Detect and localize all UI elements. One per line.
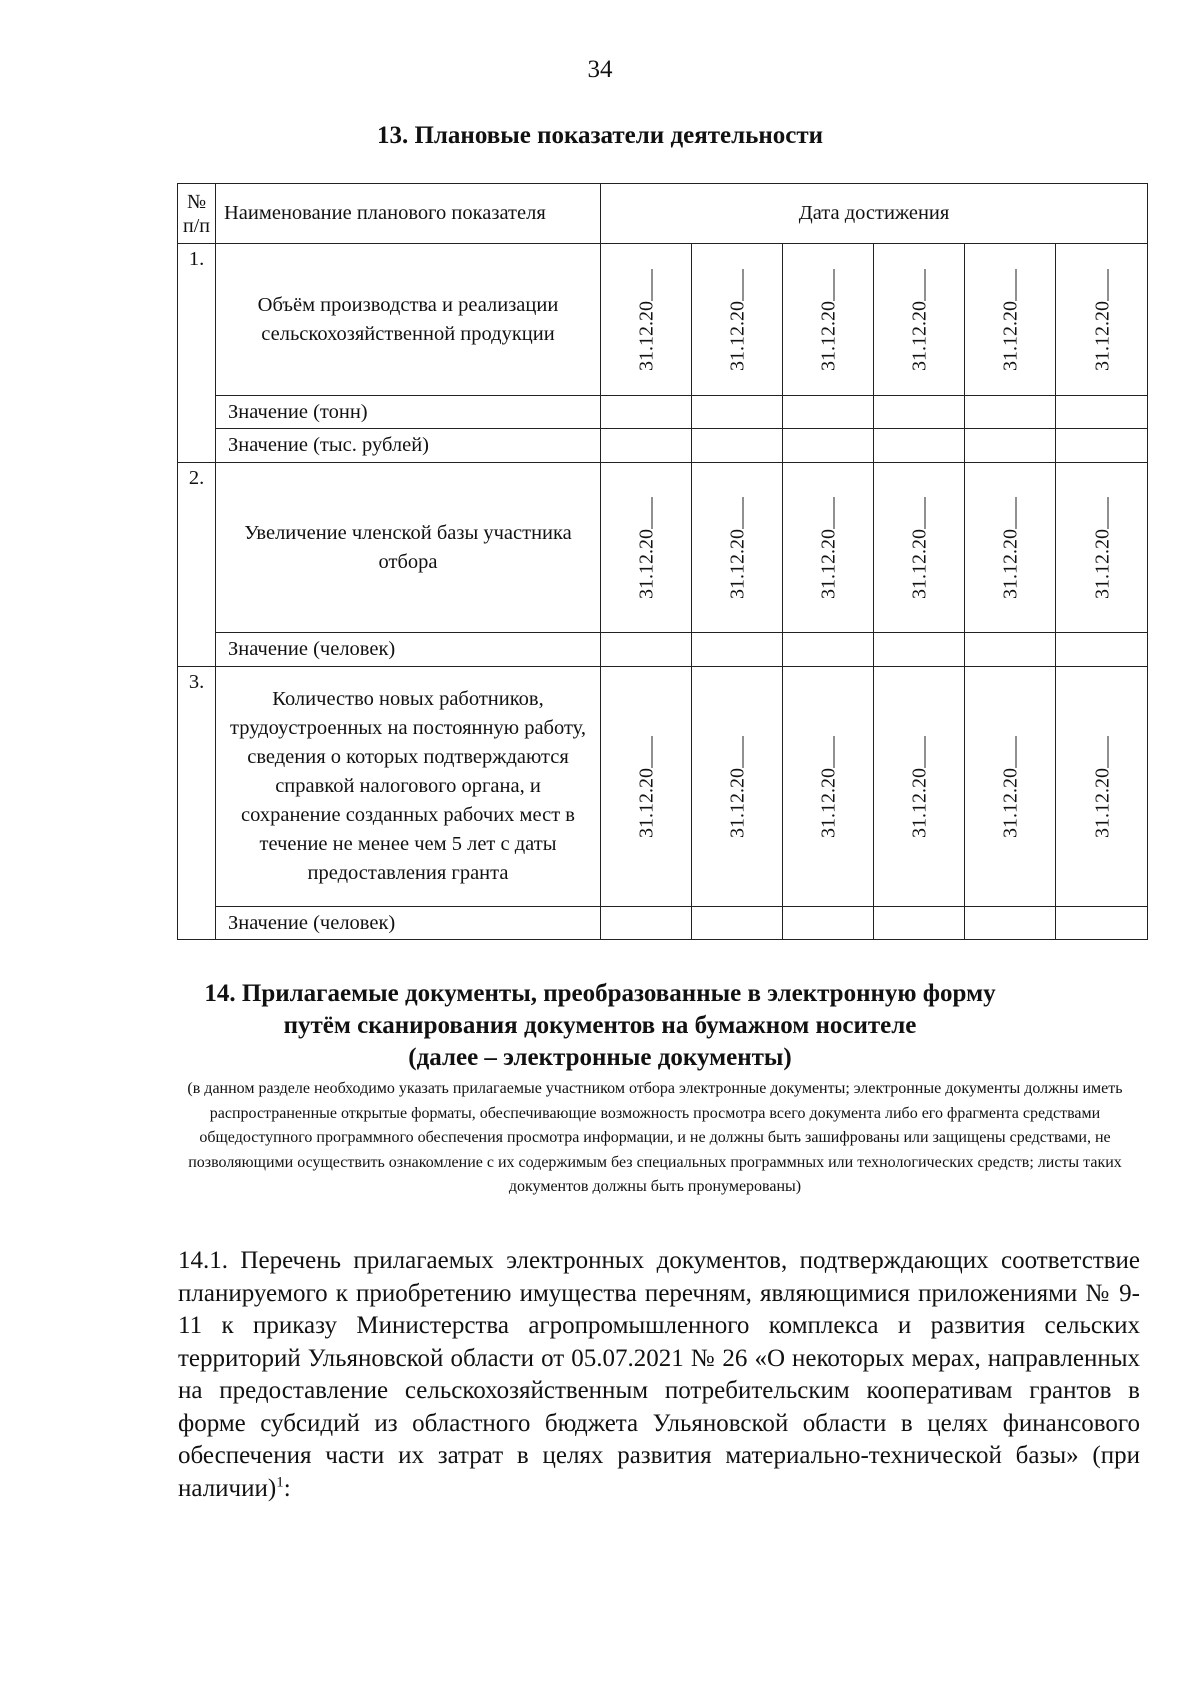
indicator-name: Количество новых работников, трудоустроенных на постоянную работу, сведения о которых подтверждаются справкой налогового органа, и сохранение созданных рабочих мест в течение не менее чем 5 лет с даты предоставления гранта — [216, 667, 601, 907]
value-cell — [1056, 396, 1148, 429]
date-cell — [1056, 244, 1148, 396]
section-14-title-line-3: (далее – электронные документы) — [408, 1044, 792, 1071]
date-label: 31.12.20 — [1091, 767, 1114, 838]
section-13-title: 13. Плановые показатели деятельности — [376, 122, 824, 149]
date-label: 31.12.20 — [999, 528, 1022, 599]
value-cell — [601, 429, 692, 463]
value-label: Значение (тонн) — [216, 396, 601, 429]
date-label: 31.12.20 — [635, 767, 658, 838]
value-cell — [783, 429, 874, 463]
indicator-row-3 — [178, 667, 1148, 907]
value-label: Значение (тыс. рублей) — [216, 429, 601, 463]
date-label: 31.12.20 — [908, 767, 931, 838]
date-blank — [725, 497, 744, 529]
value-label: Значение (человек) — [216, 907, 601, 940]
date-cell — [692, 667, 783, 907]
date-cell — [874, 667, 965, 907]
value-cell — [874, 907, 965, 940]
header-date: Дата достижения — [601, 184, 1148, 244]
value-cell — [1056, 429, 1148, 463]
paragraph-14-1-end: : — [283, 1474, 291, 1502]
date-cell — [874, 244, 965, 396]
date-label: 31.12.20 — [1091, 300, 1114, 371]
date-blank — [907, 269, 926, 301]
indicator-row-2 — [178, 463, 1148, 633]
date-label: 31.12.20 — [726, 300, 749, 371]
date-cell — [601, 463, 692, 633]
date-cell — [874, 463, 965, 633]
value-cell — [601, 907, 692, 940]
header-num: № п/п — [178, 184, 216, 244]
value-label: Значение (человек) — [216, 633, 601, 667]
date-blank — [907, 736, 926, 768]
date-label: 31.12.20 — [999, 767, 1022, 838]
date-cell — [692, 463, 783, 633]
indicator-name: Объём производства и реализации сельскохозяйственной продукции — [216, 244, 601, 396]
value-cell — [692, 633, 783, 667]
date-cell — [965, 463, 1056, 633]
date-label: 31.12.20 — [726, 528, 749, 599]
value-cell — [601, 633, 692, 667]
planned-indicators-table — [177, 183, 1148, 940]
row-num: 3. — [178, 667, 216, 940]
date-label: 31.12.20 — [999, 300, 1022, 371]
indicator-row-1 — [178, 244, 1148, 396]
section-14-title — [0, 978, 1200, 1074]
date-label: 31.12.20 — [908, 300, 931, 371]
date-blank — [816, 736, 835, 768]
date-label: 31.12.20 — [817, 300, 840, 371]
date-blank — [1089, 497, 1108, 529]
date-cell — [1056, 463, 1148, 633]
value-row — [178, 429, 1148, 463]
date-cell — [692, 244, 783, 396]
indicator-name: Увеличение членской базы участника отбора — [216, 463, 601, 633]
date-label: 31.12.20 — [635, 528, 658, 599]
date-blank — [634, 736, 653, 768]
section-14-note: (в данном разделе необходимо указать прилагаемые участником отбора электронные документы; электронные документы должны иметь распространенные открытые форматы, обеспечивающие возможность просмотра всего документа либо его фрагмента средствами общедоступного программного обеспечения просмотра информации, и не должны быть зашифрованы или защищены средствами, не позволяющими осуществить ознакомление с их содержимым без специальных программных или технологических средств; листы таких документов должны быть пронумерованы) — [187, 1080, 1123, 1195]
date-blank — [816, 269, 835, 301]
date-blank — [816, 497, 835, 529]
value-row — [178, 907, 1148, 940]
date-blank — [634, 269, 653, 301]
value-cell — [965, 429, 1056, 463]
value-cell — [783, 396, 874, 429]
page-number: 34 — [587, 56, 613, 83]
value-cell — [601, 396, 692, 429]
value-cell — [692, 429, 783, 463]
row-num: 2. — [178, 463, 216, 667]
date-blank — [634, 497, 653, 529]
date-blank — [725, 269, 744, 301]
date-label: 31.12.20 — [726, 767, 749, 838]
date-label: 31.12.20 — [817, 767, 840, 838]
value-cell — [1056, 633, 1148, 667]
value-cell — [1056, 907, 1148, 940]
section-14-title-line-2: путём сканирования документов на бумажном носителе — [283, 1012, 917, 1039]
value-cell — [692, 396, 783, 429]
value-row — [178, 633, 1148, 667]
value-cell — [965, 907, 1056, 940]
date-label: 31.12.20 — [817, 528, 840, 599]
footnote-mark: 1 — [276, 1474, 284, 1491]
date-cell — [1056, 667, 1148, 907]
date-blank — [725, 736, 744, 768]
date-cell — [783, 667, 874, 907]
date-blank — [998, 736, 1017, 768]
date-blank — [1089, 269, 1108, 301]
table-header-row — [178, 184, 1148, 244]
date-cell — [783, 244, 874, 396]
date-blank — [998, 497, 1017, 529]
paragraph-14-1-text: 14.1. Перечень прилагаемых электронных документов, подтверждающих соответствие планируемого к приобретению имущества перечням, являющимися приложениями № 9-11 к приказу Министерства агропромышленного комплекса и развития сельских территорий Ульяновской области от 05.07.2021 № 26 «О некоторых мерах, направленных на предоставление сельскохозяйственным потребительским кооперативам грантов в форме субсидий из областного бюджета Ульяновской области в целях финансового обеспечения части их затрат в целях развития материально-технической базы» (при наличии) — [178, 1247, 1140, 1502]
date-cell — [601, 244, 692, 396]
date-label: 31.12.20 — [1091, 528, 1114, 599]
date-label: 31.12.20 — [908, 528, 931, 599]
value-cell — [783, 907, 874, 940]
date-label: 31.12.20 — [635, 300, 658, 371]
header-name: Наименование планового показателя — [216, 184, 601, 244]
value-cell — [965, 396, 1056, 429]
value-cell — [692, 907, 783, 940]
row-num: 1. — [178, 244, 216, 463]
value-cell — [874, 396, 965, 429]
value-row — [178, 396, 1148, 429]
date-cell — [965, 244, 1056, 396]
value-cell — [783, 633, 874, 667]
date-blank — [1089, 736, 1108, 768]
date-cell — [601, 667, 692, 907]
paragraph-14-1 — [178, 1245, 1140, 1505]
date-cell — [783, 463, 874, 633]
date-blank — [998, 269, 1017, 301]
value-cell — [874, 429, 965, 463]
date-cell — [965, 667, 1056, 907]
value-cell — [874, 633, 965, 667]
section-14-title-line-1: 14. Прилагаемые документы, преобразованные в электронную форму — [204, 980, 996, 1007]
value-cell — [965, 633, 1056, 667]
date-blank — [907, 497, 926, 529]
